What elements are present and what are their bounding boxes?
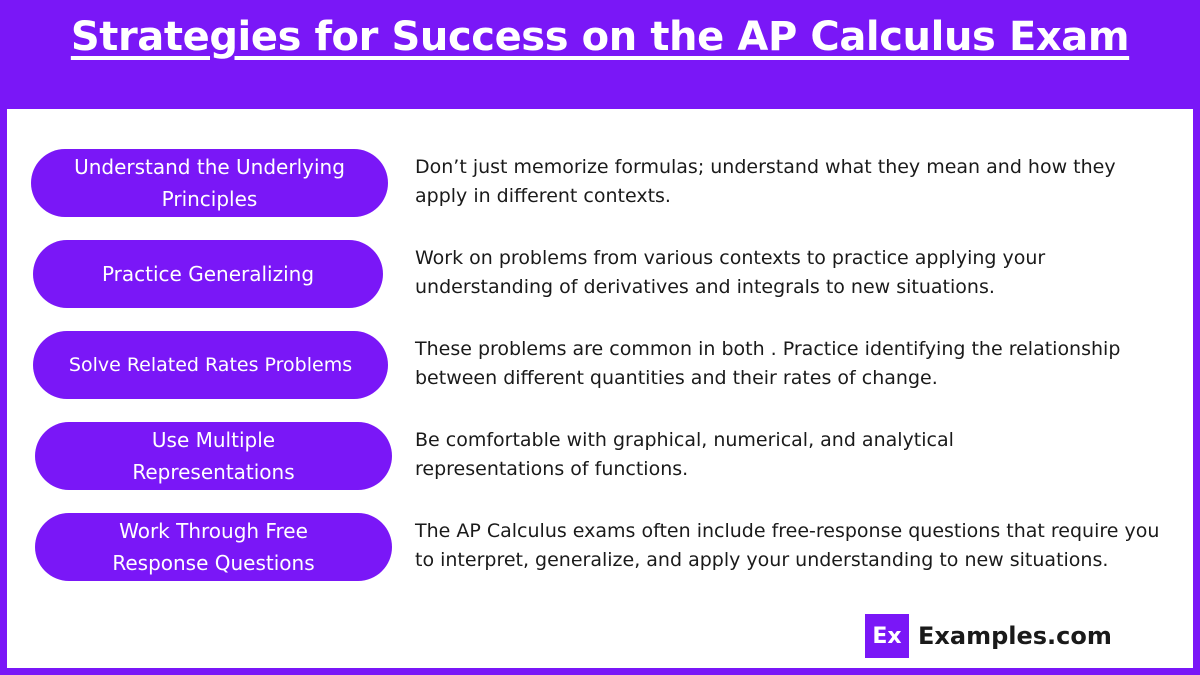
strategy-description-1: Don’t just memorize formulas; understand what they mean and how they apply in different contexts. [415, 156, 1116, 207]
brand-name: Examples.com [918, 622, 1112, 650]
strategy-label-3: Solve Related Rates Problems [33, 331, 388, 399]
strategy-description-4: Be comfortable with graphical, numerical, and analytical representations of functions. [415, 429, 954, 480]
strategy-description-5: The AP Calculus exams often include free-response questions that require you to interpret, generalize, and apply your understanding to new situations. [415, 520, 1160, 571]
page-title: Strategies for Success on the AP Calculus Exam [70, 14, 1130, 60]
content-panel [7, 109, 1193, 668]
strategy-label-4: Use Multiple Representations [35, 422, 392, 490]
strategy-description-3: These problems are common in both . Practice identifying the relationship between different quantities and their rates of change. [415, 338, 1121, 389]
brand-logo [865, 614, 1112, 658]
strategy-label-5: Work Through Free Response Questions [35, 513, 392, 581]
strategy-label-2: Practice Generalizing [33, 240, 383, 308]
brand-logo-icon: Ex [865, 614, 909, 658]
strategy-description-2: Work on problems from various contexts to practice applying your understanding of derivatives and integrals to new situations. [415, 247, 1046, 298]
strategy-label-1: Understand the Underlying Principles [31, 149, 388, 217]
